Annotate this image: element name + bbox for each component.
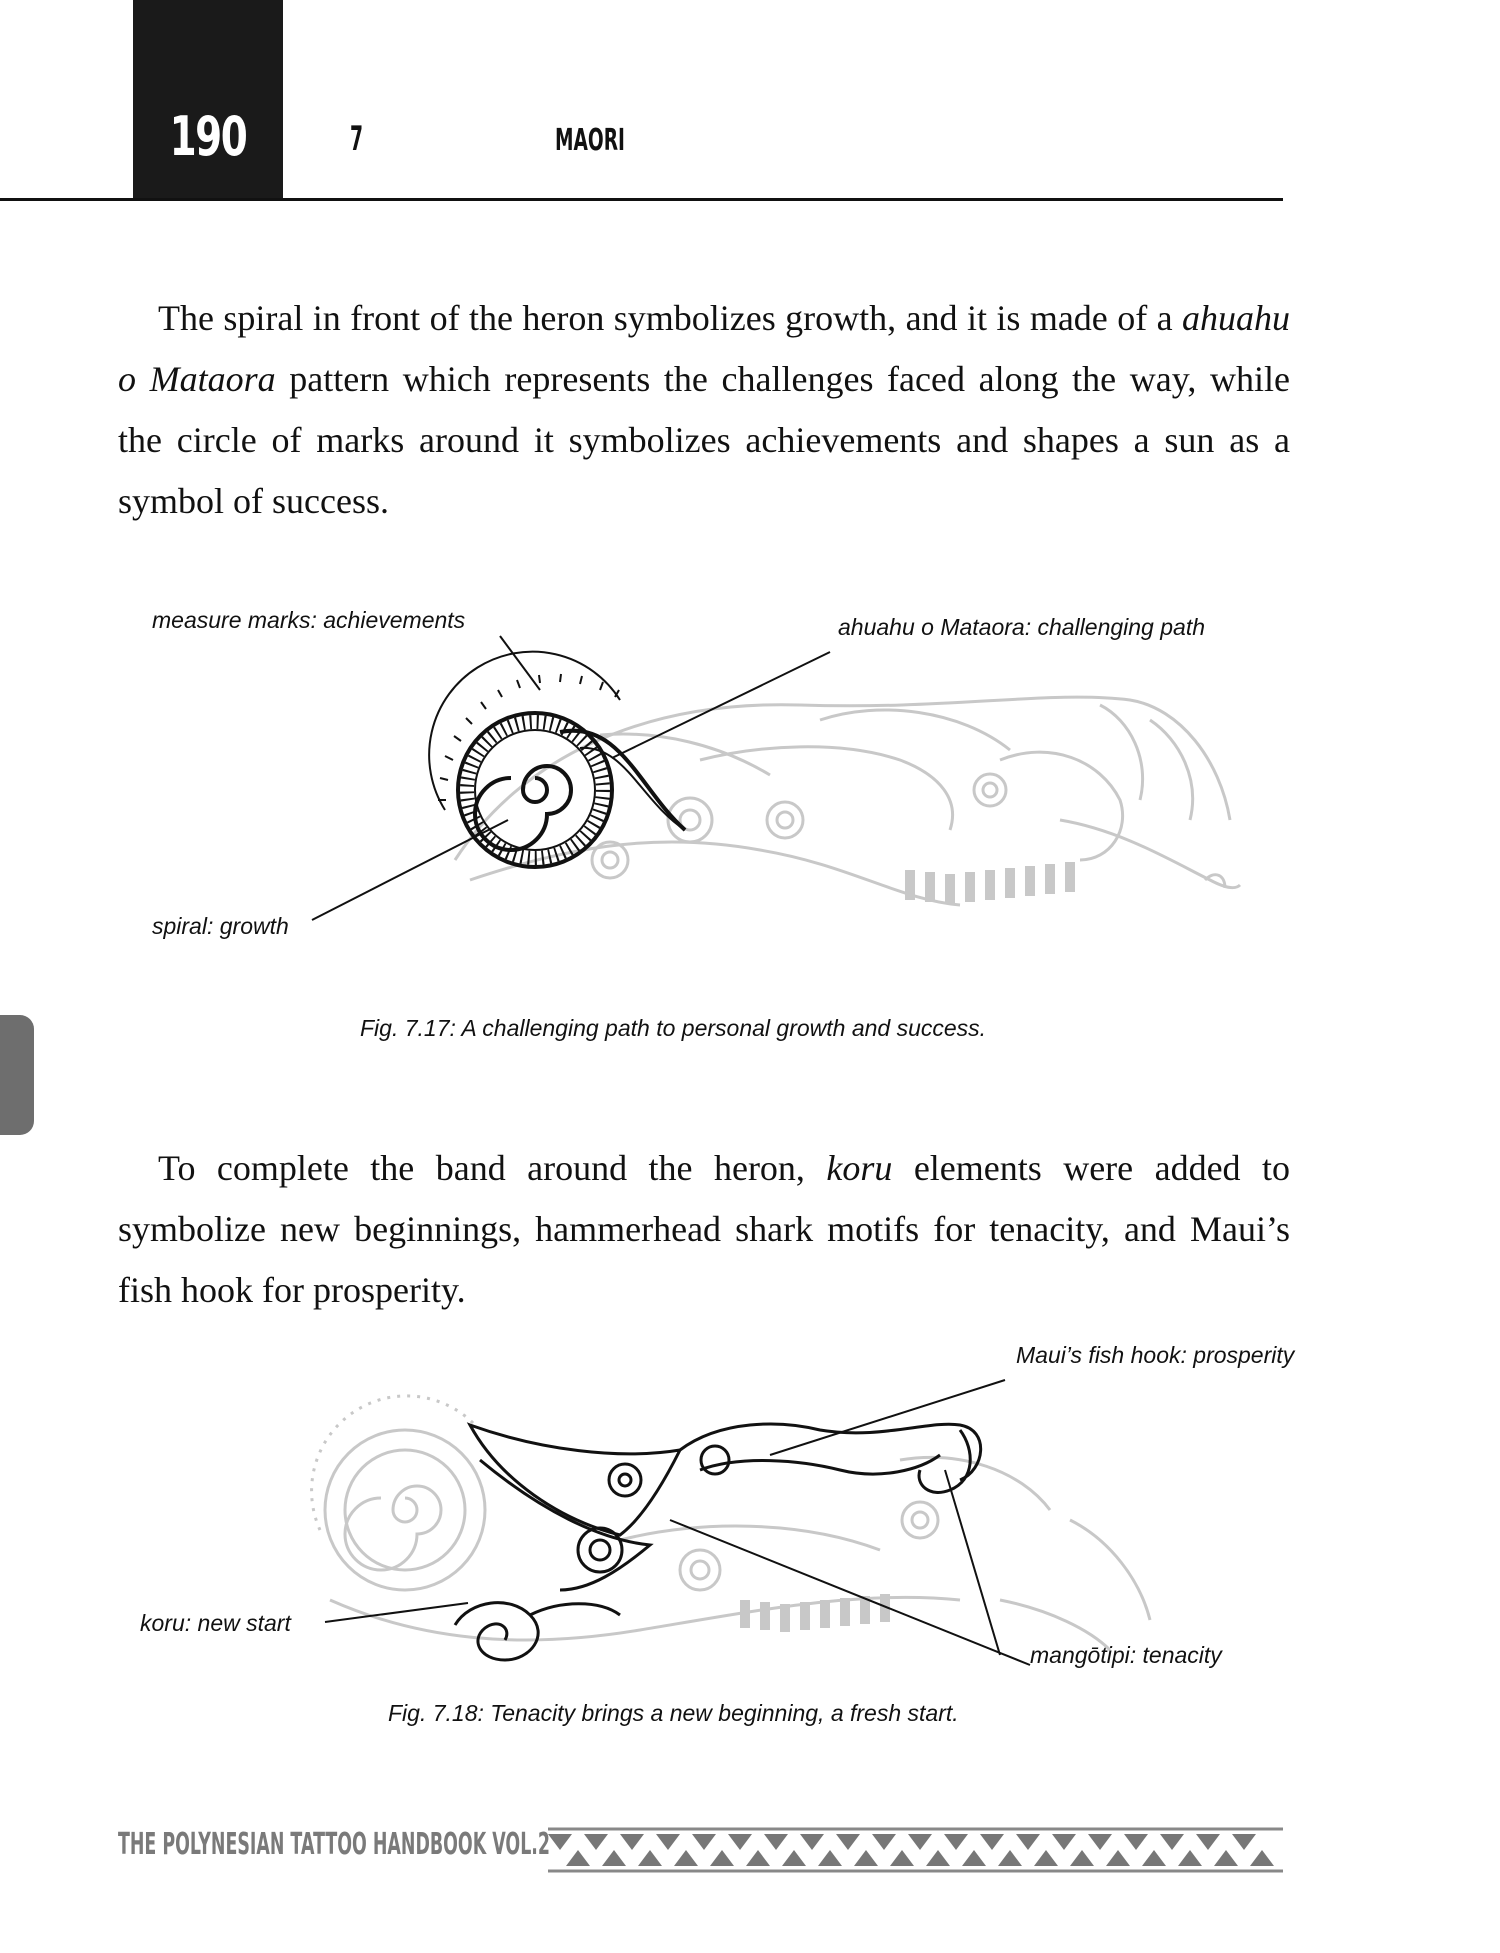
chapter-side-tab <box>0 1015 34 1135</box>
footer-triangle <box>746 1850 770 1866</box>
footer-triangle <box>674 1850 698 1866</box>
page-number-block <box>133 0 283 200</box>
label-koru: koru: new start <box>140 1610 291 1636</box>
footer-triangle <box>1250 1850 1274 1866</box>
footer-triangle <box>836 1834 860 1850</box>
footer-triangle <box>1160 1834 1184 1850</box>
footer-triangle <box>1106 1850 1130 1866</box>
paragraph-text: elements were added to symbolize new beginnings, hammerhead shark motifs for tenacity, and Maui’s fish hook for prosperity. <box>118 1148 1290 1310</box>
paragraph-text: The spiral in front of the heron symbolizes growth, and it is made of a <box>158 298 1182 338</box>
footer-book-title: THE POLYNESIAN TATTOO HANDBOOK VOL.2 <box>118 1827 551 1862</box>
paragraph-text: pattern which represents the challenges faced along the way, while the circle of marks around it symbolizes achievements and shapes a sun as a symbol of success. <box>118 359 1291 521</box>
footer-triangle <box>692 1834 716 1850</box>
footer-triangle <box>872 1834 896 1850</box>
footer-triangle <box>1088 1834 1112 1850</box>
paragraph-italic-term: ahuahu o Mataora <box>118 298 1290 399</box>
footer-triangle <box>764 1834 788 1850</box>
paragraph-italic-term: koru <box>826 1148 893 1188</box>
chapter-title: MAORI <box>555 123 625 158</box>
body-paragraph-2 <box>118 1138 1290 1321</box>
footer-triangle <box>602 1850 626 1866</box>
figure-7-18-caption: Fig. 7.18: Tenacity brings a new beginning, a fresh start. <box>388 1700 959 1726</box>
label-maui-fish-hook: Maui’s fish hook: prosperity <box>1016 1342 1295 1368</box>
footer-triangle <box>944 1834 968 1850</box>
footer-triangle <box>620 1834 644 1850</box>
footer-triangle <box>1052 1834 1076 1850</box>
figure-1-leader-lines <box>312 636 830 920</box>
footer-triangle <box>782 1850 806 1866</box>
footer-triangle <box>818 1850 842 1866</box>
footer-triangle <box>638 1850 662 1866</box>
footer-triangle <box>1214 1850 1238 1866</box>
footer-triangle <box>890 1850 914 1866</box>
figure-7-17-caption: Fig. 7.17: A challenging path to personal growth and success. <box>360 1015 987 1041</box>
footer-triangle <box>1070 1850 1094 1866</box>
label-measure-marks: measure marks: achievements <box>152 607 466 633</box>
footer-triangle <box>1232 1834 1256 1850</box>
footer-triangle <box>548 1834 572 1850</box>
label-mangotipi: mangōtipi: tenacity <box>1030 1642 1222 1668</box>
footer-triangle <box>998 1850 1022 1866</box>
footer-triangle <box>710 1850 734 1866</box>
page-number: 190 <box>169 105 247 168</box>
header-rule <box>0 198 1283 201</box>
footer-triangle <box>854 1850 878 1866</box>
figure-7-18-illustration <box>0 1340 1500 1720</box>
footer-triangle <box>908 1834 932 1850</box>
chapter-number: 7 <box>350 119 364 159</box>
koru-motif <box>455 1603 620 1660</box>
footer-triangle-pattern <box>548 1826 1283 1874</box>
footer-triangle <box>1178 1850 1202 1866</box>
footer-triangle <box>1016 1834 1040 1850</box>
footer-triangle <box>1124 1834 1148 1850</box>
paragraph-text: To complete the band around the heron, <box>158 1148 827 1188</box>
body-paragraph-1 <box>118 288 1290 532</box>
footer-triangle <box>1196 1834 1220 1850</box>
footer-triangle <box>926 1850 950 1866</box>
footer-triangle <box>566 1850 590 1866</box>
label-ahuahu-o-mataora: ahuahu o Mataora: challenging path <box>838 614 1206 640</box>
footer-triangle <box>1034 1850 1058 1866</box>
label-spiral-growth: spiral: growth <box>152 913 289 939</box>
footer-triangle <box>584 1834 608 1850</box>
maui-fish-hook-motif <box>680 1424 981 1492</box>
footer-triangle <box>980 1834 1004 1850</box>
footer-triangle <box>800 1834 824 1850</box>
footer-triangle <box>656 1834 680 1850</box>
footer-triangle <box>1142 1850 1166 1866</box>
heron-band-pattern-faded <box>312 1396 1150 1650</box>
hammerhead-shark-motifs <box>470 1425 680 1590</box>
band-teeth-pattern <box>905 862 1075 904</box>
footer-triangle <box>962 1850 986 1866</box>
footer-triangle <box>728 1834 752 1850</box>
